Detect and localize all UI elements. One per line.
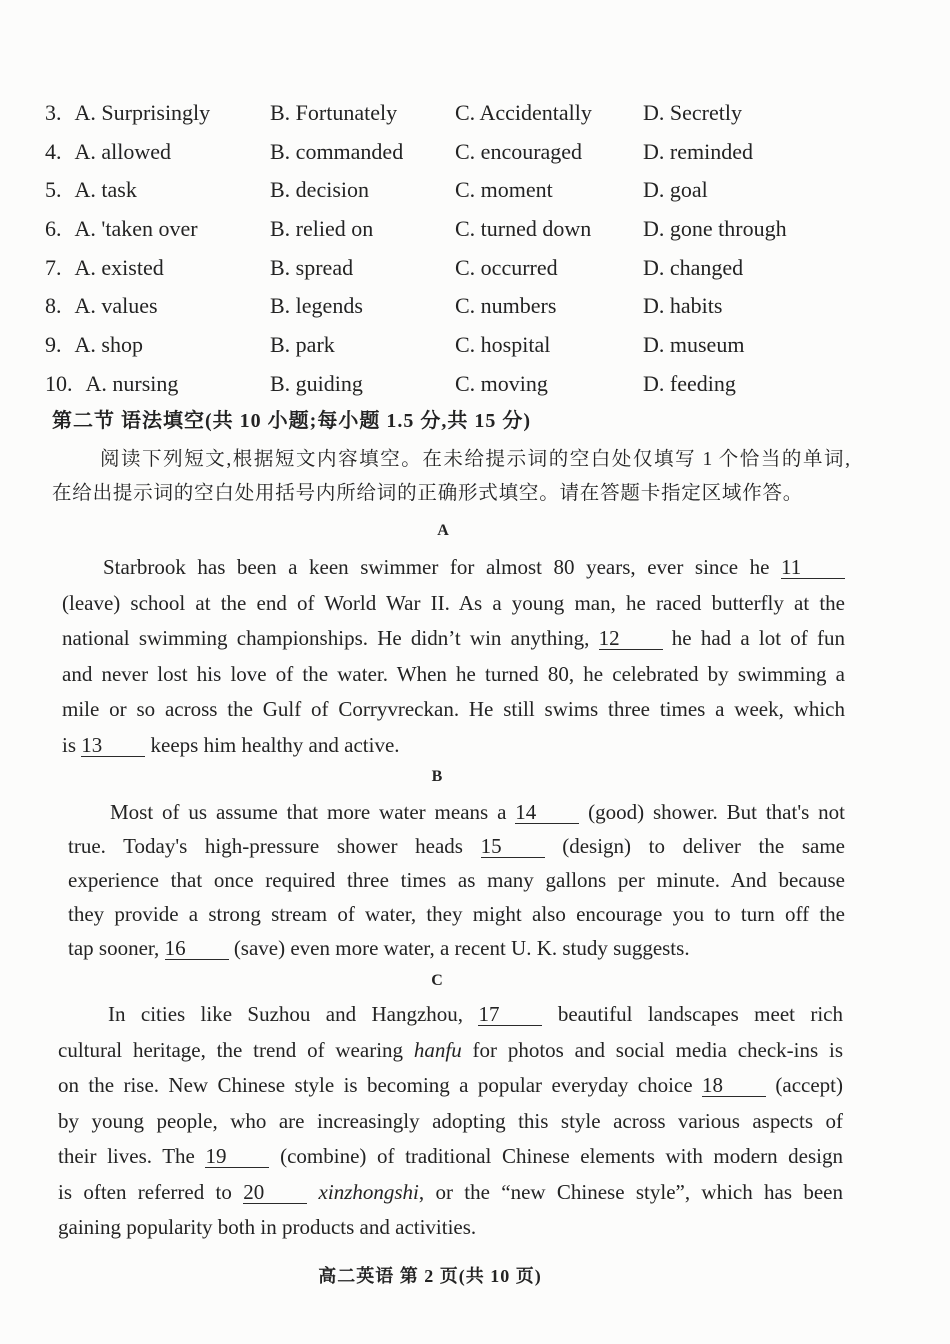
- question-cell: [45, 210, 270, 249]
- answer-blank: 20: [243, 1182, 307, 1204]
- option-c: C. encouraged: [455, 138, 583, 164]
- question-number: 3.: [45, 100, 62, 125]
- option-a: A. task: [74, 177, 137, 203]
- question-cell: [45, 133, 270, 172]
- answer-blank: 12: [599, 628, 663, 650]
- section-heading: 第二节 语法填空(共 10 小题;每小题 1.5 分,共 15 分): [52, 410, 531, 432]
- passage-line: [58, 1139, 843, 1175]
- answer-blank: 13: [81, 735, 145, 757]
- passage-text: In cities like Suzhou and Hangzhou,: [108, 1002, 479, 1026]
- passage-text: experience that once required three times as many gallons per minute. And because: [68, 868, 845, 892]
- passage-text: (leave) school at the end of World War II. As a young man, he raced butterfly at the: [62, 590, 845, 615]
- option-b: B. spread: [270, 254, 354, 280]
- option-c: C. Accidentally: [455, 100, 592, 125]
- answer-blank: 16: [165, 938, 229, 960]
- answer-blank: 11: [781, 557, 845, 579]
- passage-text: for photos and social media check-ins is: [461, 1037, 844, 1062]
- passage-label: B: [431, 768, 443, 785]
- question-row: [45, 287, 845, 326]
- option-d: D. goal: [643, 177, 708, 203]
- passage-text: on the rise. New Chinese style is becoming a popular everyday choice: [58, 1073, 702, 1097]
- option-a: A. Surprisingly: [74, 100, 211, 125]
- passage-text: gaining popularity both in products and activities.: [58, 1215, 477, 1239]
- question-cell: [45, 365, 270, 404]
- question-row: [45, 171, 845, 210]
- question-row: [45, 210, 845, 249]
- option-c: C. hospital: [455, 332, 551, 358]
- passage-text: their lives. The: [58, 1144, 206, 1168]
- section-instructions: [52, 443, 850, 511]
- option-a: A. nursing: [85, 370, 179, 396]
- passage-text: true. Today's high-pressure shower heads: [68, 834, 481, 858]
- option-c: C. occurred: [455, 254, 558, 280]
- option-d: D. gone through: [643, 216, 787, 242]
- passage-text: Most of us assume that more water means a: [110, 800, 516, 824]
- question-cell: [45, 94, 270, 133]
- italic-term: xinzhongshi: [318, 1179, 419, 1204]
- option-a: A. allowed: [74, 138, 172, 164]
- passage-text: , or the “new Chinese style”, which has been: [418, 1179, 843, 1204]
- question-number: 8.: [45, 293, 62, 319]
- option-b: B. Fortunately: [270, 100, 398, 125]
- passage-line: [68, 931, 845, 965]
- passage-text: he had a lot of fun: [662, 626, 845, 650]
- option-a: A. existed: [74, 254, 164, 280]
- passage-line: [62, 586, 845, 622]
- answer-blank: 19: [205, 1146, 269, 1168]
- passage-text: cultural heritage, the trend of wearing: [58, 1037, 414, 1062]
- passage-text: is often referred to: [58, 1179, 244, 1204]
- passage-line: [62, 657, 845, 693]
- option-b: B. decision: [270, 177, 369, 203]
- answer-options: [45, 94, 845, 404]
- instruction-line: 阅读下列短文,根据短文内容填空。在未给提示词的空白处仅填写 1 个恰当的单词,: [100, 449, 850, 470]
- passage-text: keeps him healthy and active.: [145, 732, 400, 757]
- question-cell: [45, 249, 270, 288]
- passage-line: [58, 1175, 843, 1211]
- passage-line: [68, 897, 845, 931]
- option-d: D. habits: [643, 293, 723, 319]
- option-b: B. relied on: [270, 216, 374, 242]
- passage-line: [68, 795, 845, 829]
- option-c: C. turned down: [455, 216, 592, 242]
- passage-line: [68, 863, 845, 897]
- passage-line: [58, 997, 843, 1033]
- question-row: [45, 94, 845, 133]
- passage-line: [58, 1033, 843, 1069]
- passage-text: by young people, who are increasingly adopting this style across various aspects of: [58, 1108, 843, 1133]
- question-cell: [45, 326, 270, 365]
- option-d: D. Secretly: [643, 100, 742, 125]
- italic-term: hanfu: [413, 1037, 462, 1062]
- question-cell: [45, 171, 270, 210]
- passage-text: (combine) of traditional Chinese elements with modern design: [269, 1144, 844, 1168]
- passage-line: [62, 728, 845, 764]
- passage-text: (good) shower. But that's not: [579, 800, 845, 824]
- passage-text: mile or so across the Gulf of Corryvreckan. He still swims three times a week, which: [62, 697, 845, 721]
- passage-c: [58, 997, 843, 1246]
- passage-text: (design) to deliver the same: [544, 834, 845, 858]
- question-number: 7.: [45, 254, 62, 280]
- answer-blank: 14: [515, 802, 579, 824]
- passage-text: they provide a strong stream of water, they might also encourage you to turn off the: [68, 902, 845, 926]
- option-b: B. commanded: [270, 138, 404, 164]
- passage-label: A: [437, 522, 449, 539]
- option-b: B. park: [270, 332, 335, 358]
- passage-line: [62, 692, 845, 728]
- passage-line: [58, 1210, 843, 1246]
- passage-a: [62, 550, 845, 763]
- question-cell: [45, 287, 270, 326]
- option-c: C. moving: [455, 370, 548, 396]
- question-number: 10.: [45, 370, 73, 396]
- option-d: D. feeding: [643, 370, 736, 396]
- passage-text: tap sooner,: [68, 936, 165, 960]
- question-row: [45, 326, 845, 365]
- question-number: 5.: [45, 177, 62, 203]
- option-d: D. changed: [643, 254, 744, 280]
- passage-line: [58, 1104, 843, 1140]
- option-a: A. values: [74, 293, 158, 319]
- passage-text: and never lost his love of the water. When he turned 80, he celebrated by swimming a: [62, 661, 845, 686]
- page-footer: 高二英语 第 2 页(共 10 页): [318, 1266, 542, 1286]
- instruction-line: 在给出提示词的空白处用括号内所给词的正确形式填空。请在答题卡指定区域作答。: [52, 483, 804, 504]
- option-d: D. reminded: [643, 138, 753, 164]
- option-b: B. legends: [270, 293, 363, 319]
- answer-blank: 18: [702, 1075, 766, 1097]
- passage-text: Starbrook has been a keen swimmer for almost 80 years, ever since he: [103, 555, 781, 579]
- option-c: C. moment: [455, 177, 553, 203]
- passage-text: (save) even more water, a recent U. K. study suggests.: [228, 936, 690, 960]
- passage-b: [68, 795, 845, 965]
- question-number: 6.: [45, 216, 62, 242]
- passage-text: is: [62, 732, 82, 757]
- passage-line: [62, 621, 845, 657]
- option-a: A. 'taken over: [74, 216, 198, 242]
- option-a: A. shop: [74, 332, 143, 358]
- passage-line: [58, 1068, 843, 1104]
- answer-blank: 17: [478, 1004, 542, 1026]
- passage-text: beautiful landscapes meet rich: [542, 1002, 843, 1026]
- answer-blank: 15: [481, 836, 545, 858]
- question-row: [45, 365, 845, 404]
- option-b: B. guiding: [270, 370, 363, 396]
- question-number: 4.: [45, 138, 62, 164]
- passage-text: (accept): [766, 1073, 844, 1097]
- option-d: D. museum: [643, 332, 745, 358]
- passage-label: C: [431, 972, 443, 989]
- question-row: [45, 133, 845, 172]
- question-row: [45, 249, 845, 288]
- option-c: C. numbers: [455, 293, 557, 319]
- question-number: 9.: [45, 332, 62, 358]
- passage-line: [68, 829, 845, 863]
- passage-line: [62, 550, 845, 586]
- passage-text: national swimming championships. He didn’t win anything,: [62, 626, 599, 650]
